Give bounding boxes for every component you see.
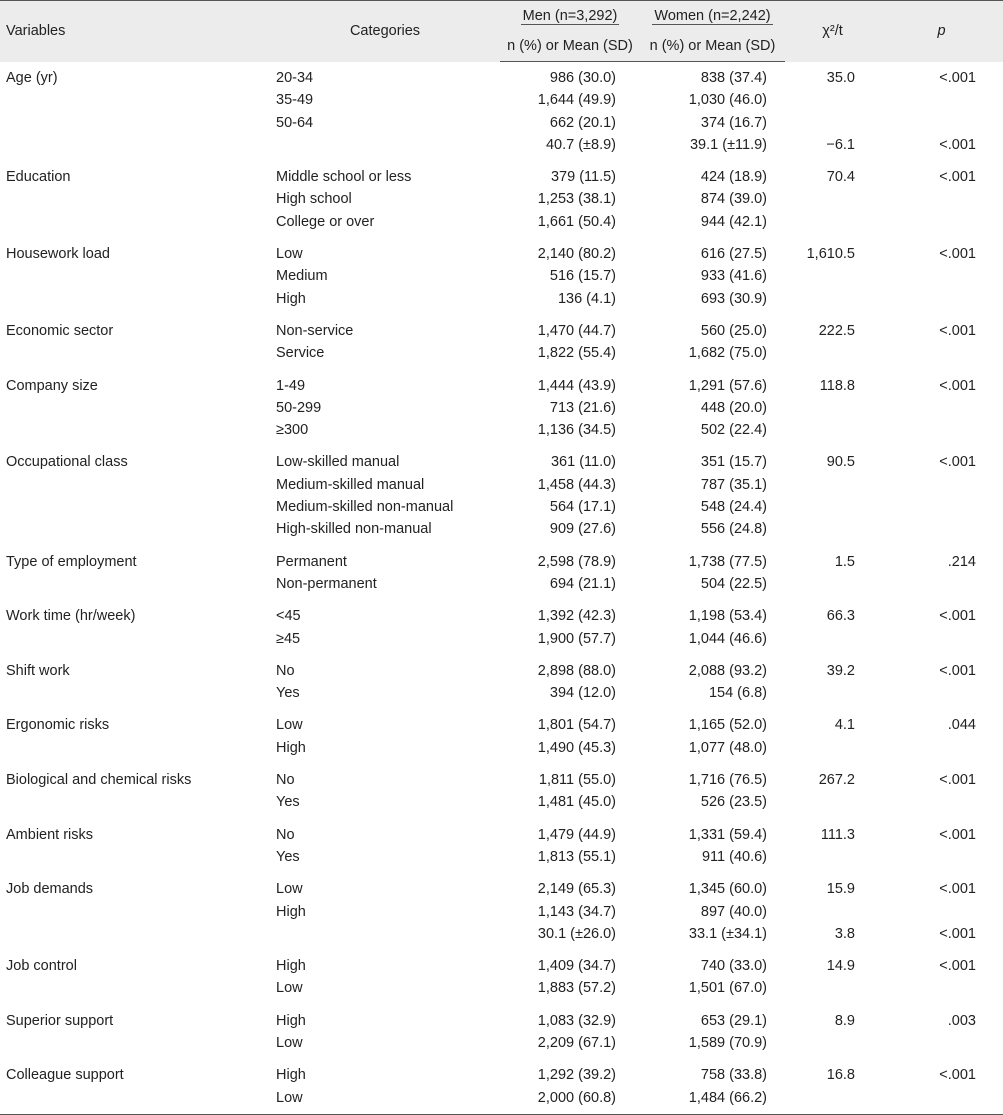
women-value-cell: 693 (30.9): [700, 290, 767, 307]
men-value-cell: 1,458 (44.3): [537, 476, 616, 493]
women-value-cell: 1,044 (46.6): [688, 630, 767, 647]
category-cell: 20-34: [276, 69, 314, 86]
table-row: [0, 211, 1003, 238]
category-cell: Non-permanent: [276, 575, 377, 592]
table-row: [0, 265, 1003, 287]
p-value-cell: [880, 89, 1003, 111]
category-cell: High: [276, 1012, 306, 1029]
category-cell: No: [276, 662, 295, 679]
category-cell: High: [276, 903, 306, 920]
p-value-cell: <.001: [939, 454, 976, 471]
table-row: [0, 397, 1003, 419]
variable-cell: [0, 518, 270, 545]
chi-value-cell: 1,610.5: [806, 246, 855, 263]
women-value-cell: 616 (27.5): [700, 246, 767, 263]
table-row: [0, 682, 1003, 709]
variable-cell: [0, 1087, 270, 1115]
men-value-cell: 394 (12.0): [549, 685, 616, 702]
p-value-cell: .214: [947, 553, 976, 570]
men-value-cell: 1,661 (50.4): [537, 213, 616, 230]
category-cell: [270, 923, 500, 950]
variable-cell: Type of employment: [6, 553, 137, 570]
variable-cell: [0, 211, 270, 238]
p-value-cell: <.001: [939, 246, 976, 263]
category-cell: <45: [276, 608, 301, 625]
variable-cell: [0, 846, 270, 873]
header-men-label: Men (n=3,292): [522, 7, 618, 24]
chi-value-cell: 222.5: [818, 322, 855, 339]
p-value-cell: [880, 419, 1003, 446]
table-body: [0, 62, 1003, 1115]
men-value-cell: 1,481 (45.0): [537, 794, 616, 811]
chi-value-cell: 90.5: [826, 454, 855, 471]
women-value-cell: 504 (22.5): [700, 575, 767, 592]
table-row: [0, 1087, 1003, 1115]
p-value-cell: <.001: [939, 958, 976, 975]
women-value-cell: 838 (37.4): [700, 70, 767, 86]
table-row: [0, 546, 1003, 573]
women-value-cell: 526 (23.5): [700, 794, 767, 811]
women-value-cell: 374 (16.7): [700, 114, 767, 131]
men-value-cell: 1,143 (34.7): [537, 903, 616, 920]
category-cell: Yes: [276, 794, 300, 811]
women-value-cell: 1,291 (57.6): [688, 377, 767, 394]
chi-value-cell: [785, 846, 880, 873]
table-row: [0, 1032, 1003, 1059]
variable-cell: Shift work: [6, 662, 70, 679]
header-p: p: [880, 1, 1003, 62]
p-value-cell: <.001: [939, 881, 976, 898]
p-value-cell: [880, 573, 1003, 600]
variable-cell: [0, 737, 270, 764]
p-value-cell: [880, 112, 1003, 134]
category-cell: Yes: [276, 848, 300, 865]
p-value-cell: <.001: [939, 322, 976, 339]
variable-cell: Superior support: [6, 1012, 114, 1029]
chi-value-cell: 118.8: [819, 377, 855, 394]
category-cell: [270, 134, 500, 161]
category-cell: Permanent: [276, 553, 347, 570]
men-value-cell: 1,083 (32.9): [537, 1012, 616, 1029]
table-row: [0, 573, 1003, 600]
table-row: [0, 161, 1003, 188]
women-value-cell: 502 (22.4): [700, 422, 767, 439]
table-row: [0, 89, 1003, 111]
p-value-cell: [880, 211, 1003, 238]
chi-value-cell: 3.8: [834, 925, 855, 942]
category-cell: High: [276, 290, 306, 307]
table-row: [0, 62, 1003, 90]
chi-value-cell: 1.5: [834, 553, 855, 570]
variable-cell: [0, 628, 270, 655]
p-value-cell: .003: [947, 1012, 976, 1029]
table-header: [0, 1, 1003, 62]
category-cell: Low: [276, 717, 303, 734]
p-value-cell: [880, 397, 1003, 419]
p-value-cell: [880, 518, 1003, 545]
women-value-cell: 154 (6.8): [708, 685, 767, 702]
table-row: [0, 288, 1003, 315]
chi-value-cell: [785, 89, 880, 111]
p-value-cell: [880, 265, 1003, 287]
men-value-cell: 30.1 (±26.0): [537, 925, 616, 942]
p-value-cell: [880, 791, 1003, 818]
women-value-cell: 2,088 (93.2): [688, 662, 767, 679]
chi-value-cell: 70.4: [826, 169, 855, 186]
header-women-sub: n (%) or Mean (SD): [640, 31, 785, 62]
chi-value-cell: [785, 791, 880, 818]
men-value-cell: 986 (30.0): [549, 70, 616, 86]
women-value-cell: 787 (35.1): [700, 476, 767, 493]
women-value-cell: 556 (24.8): [700, 521, 767, 538]
men-value-cell: 1,409 (34.7): [537, 958, 616, 975]
p-value-cell: [880, 288, 1003, 315]
men-value-cell: 1,470 (44.7): [537, 322, 616, 339]
category-cell: High-skilled non-manual: [276, 521, 432, 538]
category-cell: ≥300: [276, 422, 309, 439]
table-row: [0, 474, 1003, 496]
variable-cell: [0, 419, 270, 446]
variable-cell: Company size: [6, 377, 98, 394]
women-value-cell: 560 (25.0): [700, 322, 767, 339]
chi-value-cell: 16.8: [826, 1067, 855, 1084]
women-value-cell: 1,589 (70.9): [688, 1034, 767, 1051]
chi-value-cell: [785, 419, 880, 446]
category-cell: Low: [276, 1034, 303, 1051]
category-cell: Low: [276, 980, 303, 997]
chi-value-cell: [785, 977, 880, 1004]
women-value-cell: 1,738 (77.5): [688, 553, 767, 570]
variable-cell: [0, 496, 270, 518]
p-value-cell: [880, 737, 1003, 764]
category-cell: No: [276, 772, 295, 789]
p-value-cell: <.001: [939, 377, 976, 394]
p-value-cell: [880, 474, 1003, 496]
men-value-cell: 516 (15.7): [549, 268, 616, 285]
table-row: [0, 1059, 1003, 1086]
table-row: [0, 737, 1003, 764]
table-row: [0, 134, 1003, 161]
chi-value-cell: [785, 112, 880, 134]
variable-cell: Biological and chemical risks: [6, 772, 192, 789]
category-cell: College or over: [276, 213, 375, 230]
table-row: [0, 370, 1003, 397]
p-value-cell: [880, 682, 1003, 709]
category-cell: Medium-skilled non-manual: [276, 499, 454, 516]
variable-cell: [0, 265, 270, 287]
women-value-cell: 39.1 (±11.9): [689, 136, 767, 153]
header-chi: χ²/t: [785, 1, 880, 62]
variable-cell: [0, 791, 270, 818]
women-value-cell: 911 (40.6): [701, 848, 767, 865]
women-value-cell: 758 (33.8): [700, 1067, 767, 1084]
men-value-cell: 1,900 (57.7): [537, 630, 616, 647]
table-row: [0, 188, 1003, 210]
p-value-cell: [880, 342, 1003, 369]
category-cell: 50-64: [276, 114, 314, 131]
variable-cell: [0, 901, 270, 923]
p-value-cell: <.001: [939, 662, 976, 679]
category-cell: Low: [270, 1087, 500, 1115]
table-row: [0, 446, 1003, 473]
category-cell: Yes: [276, 685, 300, 702]
women-value-cell: 1,331 (59.4): [688, 826, 767, 843]
variable-cell: [0, 134, 270, 161]
men-value-cell: 1,479 (44.9): [537, 826, 616, 843]
chi-value-cell: [785, 1032, 880, 1059]
men-value-cell: 379 (11.5): [550, 169, 616, 186]
women-value-cell: 351 (15.7): [700, 454, 767, 471]
variable-cell: Job control: [6, 958, 77, 975]
women-value-cell: 944 (42.1): [700, 213, 767, 230]
variable-cell: Job demands: [6, 881, 94, 898]
women-value-cell: 1,345 (60.0): [688, 881, 767, 898]
variable-cell: Colleague support: [6, 1067, 124, 1084]
p-value-cell: <.001: [939, 1067, 976, 1084]
table-row: [0, 342, 1003, 369]
variable-cell: [0, 288, 270, 315]
category-cell: Low-skilled manual: [276, 454, 400, 471]
men-value-cell: 694 (21.1): [549, 575, 616, 592]
table-row: [0, 238, 1003, 265]
women-value-cell: 1,501 (67.0): [688, 980, 767, 997]
variable-cell: [0, 188, 270, 210]
p-value-cell: <.001: [939, 925, 976, 942]
men-value-cell: 40.7 (±8.9): [545, 136, 616, 153]
variable-cell: [0, 923, 270, 950]
category-cell: 35-49: [276, 92, 314, 109]
table-row: [0, 901, 1003, 923]
header-variables: Variables: [0, 1, 270, 62]
category-cell: Medium-skilled manual: [276, 476, 425, 493]
women-value-cell: 1,165 (52.0): [688, 717, 767, 734]
women-value-cell: 33.1 (±34.1): [688, 925, 767, 942]
table-row: [0, 419, 1003, 446]
chi-value-cell: [785, 628, 880, 655]
chi-value-cell: 14.9: [826, 958, 855, 975]
men-value-cell: 2,898 (88.0): [537, 662, 616, 679]
table-row: [0, 496, 1003, 518]
chi-value-cell: 4.1: [834, 717, 855, 734]
men-value-cell: 1,883 (57.2): [537, 980, 616, 997]
category-cell: Service: [276, 345, 325, 362]
table-row: [0, 819, 1003, 846]
women-value-cell: 1,198 (53.4): [688, 608, 767, 625]
table-row: [0, 518, 1003, 545]
chi-value-cell: [785, 737, 880, 764]
chi-value-cell: [785, 188, 880, 210]
p-value-cell: [880, 496, 1003, 518]
men-value-cell: 1,392 (42.3): [537, 608, 616, 625]
p-value-cell: [880, 1032, 1003, 1059]
variable-cell: [0, 474, 270, 496]
category-cell: High school: [276, 191, 352, 208]
chi-value-cell: 267.2: [818, 772, 855, 789]
p-value-cell: <.001: [939, 169, 976, 186]
table-row: [0, 791, 1003, 818]
table-row: [0, 709, 1003, 736]
p-value-cell: [880, 846, 1003, 873]
men-value-cell: 1,644 (49.9): [537, 92, 616, 109]
variable-cell: Economic sector: [6, 322, 114, 339]
men-value-cell: 1,136 (34.5): [537, 422, 616, 439]
chi-value-cell: 39.2: [826, 662, 855, 679]
men-value-cell: 2,598 (78.9): [537, 553, 616, 570]
table-row: [0, 977, 1003, 1004]
men-value-cell: 1,490 (45.3): [537, 739, 616, 756]
variable-cell: Work time (hr/week): [6, 608, 136, 625]
variable-cell: [0, 89, 270, 111]
chi-value-cell: 15.9: [826, 881, 855, 898]
p-value-cell: [880, 1087, 1003, 1115]
chi-value-cell: −6.1: [826, 136, 855, 153]
variable-cell: [0, 397, 270, 419]
men-value-cell: 1,822 (55.4): [537, 345, 616, 362]
variable-cell: Age (yr): [6, 69, 58, 86]
chi-value-cell: 66.3: [826, 608, 855, 625]
women-value-cell: 1,682 (75.0): [688, 345, 767, 362]
table-row: [0, 923, 1003, 950]
p-value-cell: <.001: [939, 608, 976, 625]
table-row: [0, 655, 1003, 682]
chi-value-cell: 8.9: [834, 1012, 855, 1029]
men-value-cell: 1,813 (55.1): [537, 848, 616, 865]
chi-value-cell: [785, 397, 880, 419]
p-value-cell: [880, 628, 1003, 655]
chi-value-cell: [785, 288, 880, 315]
men-value-cell: 2,149 (65.3): [537, 881, 616, 898]
men-value-cell: 713 (21.6): [549, 399, 616, 416]
women-value-cell: 548 (24.4): [700, 499, 767, 516]
women-value-cell: 653 (29.1): [700, 1012, 767, 1029]
category-cell: High: [276, 1067, 306, 1084]
chi-value-cell: 111.3: [820, 826, 855, 843]
table-row: [0, 315, 1003, 342]
men-value-cell: 136 (4.1): [557, 290, 616, 307]
category-cell: High: [276, 739, 306, 756]
table-row: [0, 950, 1003, 977]
category-cell: 1-49: [276, 377, 306, 394]
women-value-cell: 740 (33.0): [700, 958, 767, 975]
chi-value-cell: 35.0: [826, 69, 855, 86]
category-cell: 50-299: [276, 399, 322, 416]
chi-value-cell: [785, 211, 880, 238]
women-value-cell: 874 (39.0): [700, 191, 767, 208]
table-row: [0, 764, 1003, 791]
men-value-cell: 1,292 (39.2): [537, 1067, 616, 1084]
women-value-cell: 448 (20.0): [700, 399, 767, 416]
women-value-cell: 1,716 (76.5): [688, 772, 767, 789]
header-categories: Categories: [270, 1, 500, 62]
variable-cell: [0, 682, 270, 709]
variable-cell: [0, 112, 270, 134]
women-value-cell: 1,030 (46.0): [688, 92, 767, 109]
category-cell: No: [276, 826, 295, 843]
variable-cell: [0, 977, 270, 1004]
women-value-cell: 1,077 (48.0): [688, 739, 767, 756]
variable-cell: Ergonomic risks: [6, 717, 110, 734]
p-value-cell: [880, 188, 1003, 210]
men-value-cell: 564 (17.1): [549, 499, 616, 516]
table-row: [0, 846, 1003, 873]
table-row: [0, 112, 1003, 134]
p-value-cell: [880, 901, 1003, 923]
men-value-cell: 1,253 (38.1): [537, 191, 616, 208]
table-row: [0, 628, 1003, 655]
chi-value-cell: [785, 474, 880, 496]
chi-value-cell: [785, 342, 880, 369]
table-row: [0, 873, 1003, 900]
men-value-cell: 2,140 (80.2): [537, 246, 616, 263]
men-value-cell: 2,000 (60.8): [500, 1087, 640, 1115]
table-row: [0, 600, 1003, 627]
men-value-cell: 2,209 (67.1): [537, 1034, 616, 1051]
category-cell: Non-service: [276, 322, 354, 339]
men-value-cell: 1,811 (55.0): [538, 772, 616, 789]
category-cell: Low: [276, 246, 303, 263]
chi-value-cell: [785, 1087, 880, 1115]
chi-value-cell: [785, 265, 880, 287]
p-value-cell: .044: [947, 717, 976, 734]
p-value-cell: <.001: [939, 136, 976, 153]
p-value-cell: <.001: [939, 772, 976, 789]
variable-cell: Education: [6, 169, 71, 186]
category-cell: Medium: [276, 268, 328, 285]
chi-value-cell: [785, 518, 880, 545]
variable-cell: [0, 573, 270, 600]
p-value-cell: <.001: [939, 826, 976, 843]
men-value-cell: 361 (11.0): [550, 454, 616, 471]
women-value-cell: 1,484 (66.2): [640, 1087, 785, 1115]
chi-value-cell: [785, 573, 880, 600]
variable-cell: Ambient risks: [6, 826, 94, 843]
category-cell: Low: [276, 881, 303, 898]
chi-value-cell: [785, 496, 880, 518]
category-cell: Middle school or less: [276, 169, 412, 186]
men-value-cell: 662 (20.1): [549, 114, 616, 131]
p-value-cell: [880, 977, 1003, 1004]
header-women-label: Women (n=2,242): [654, 7, 771, 24]
men-value-cell: 1,801 (54.7): [537, 717, 616, 734]
variable-cell: Occupational class: [6, 454, 128, 471]
header-women: [640, 1, 785, 32]
variable-cell: [0, 342, 270, 369]
table-row: [0, 1005, 1003, 1032]
header-men: [500, 1, 640, 32]
p-value-cell: <.001: [939, 69, 976, 86]
variable-cell: Housework load: [6, 246, 110, 263]
header-men-sub: n (%) or Mean (SD): [500, 31, 640, 62]
women-value-cell: 424 (18.9): [700, 169, 767, 186]
chi-value-cell: [785, 682, 880, 709]
category-cell: ≥45: [276, 630, 301, 647]
men-value-cell: 909 (27.6): [549, 521, 616, 538]
chi-value-cell: [785, 901, 880, 923]
women-value-cell: 897 (40.0): [700, 903, 767, 920]
women-value-cell: 933 (41.6): [700, 268, 767, 285]
variable-cell: [0, 1032, 270, 1059]
category-cell: High: [276, 958, 306, 975]
men-value-cell: 1,444 (43.9): [537, 377, 616, 394]
